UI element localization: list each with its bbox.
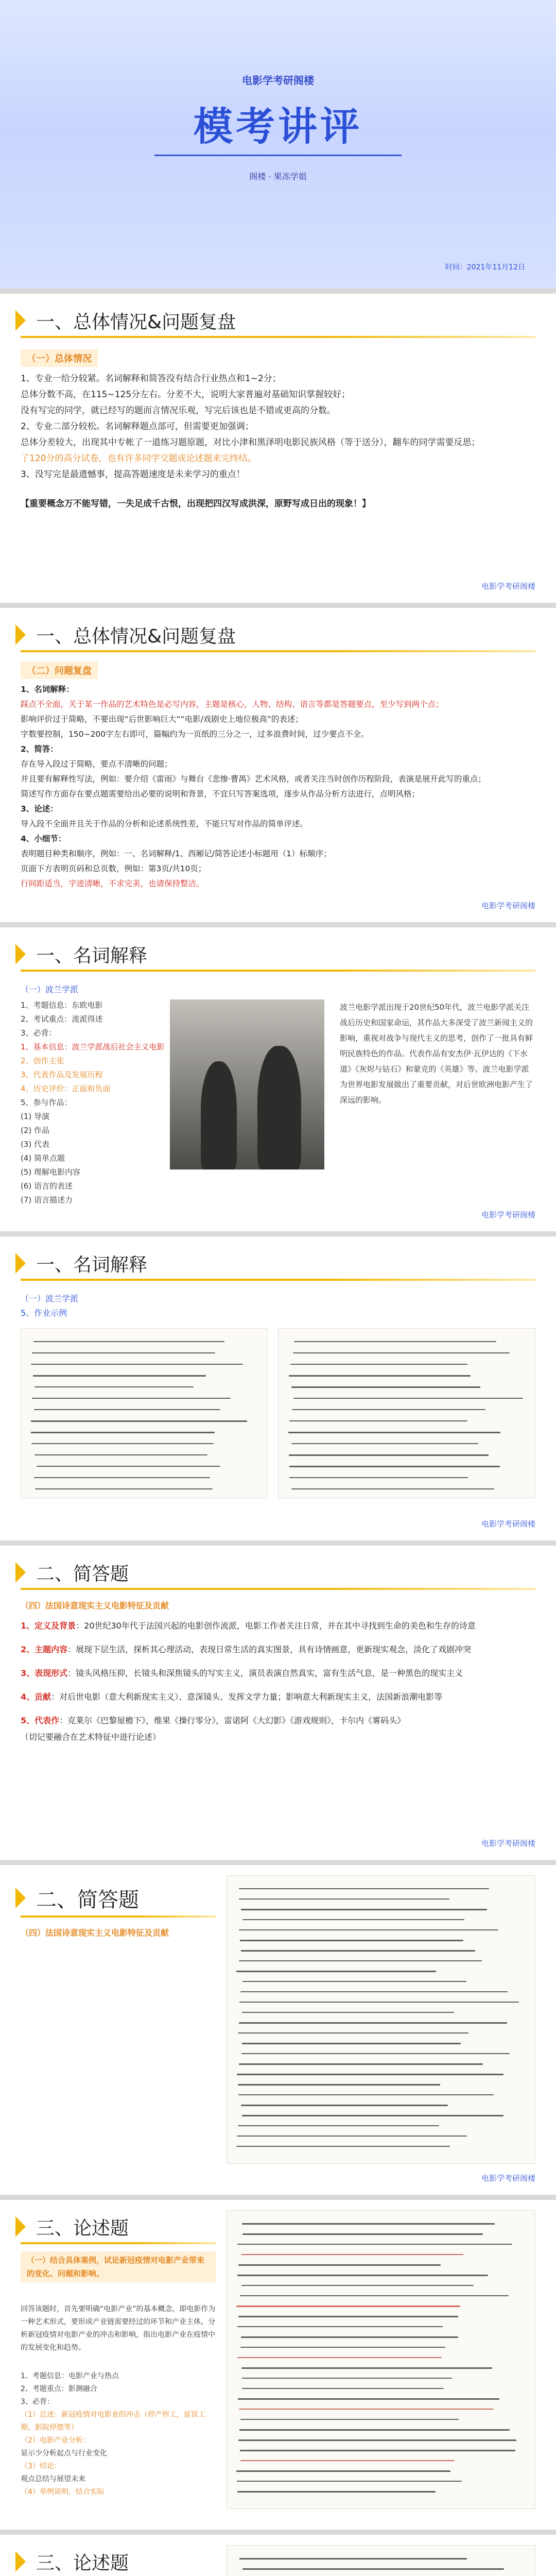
handwriting-stroke xyxy=(242,2233,483,2235)
handwriting-stroke xyxy=(289,1420,467,1421)
section-heading: 一、名词解释 xyxy=(15,942,147,967)
handwriting-stroke xyxy=(32,1398,231,1399)
section-heading: 二、简答题 xyxy=(15,1560,129,1585)
handwriting-stroke xyxy=(236,2470,450,2472)
handwriting-stroke xyxy=(237,2481,462,2482)
handwriting-stroke xyxy=(31,1432,215,1433)
handwriting-stroke xyxy=(242,2388,444,2389)
handwriting-stroke xyxy=(238,2094,494,2095)
handwriting-stroke xyxy=(34,1386,194,1387)
handwritten-sample-image xyxy=(278,1328,535,1498)
handwriting-stroke xyxy=(237,2074,503,2075)
handwriting-stroke xyxy=(242,2012,454,2013)
heading-underline xyxy=(21,970,535,972)
chevron-right-icon xyxy=(15,1888,26,1908)
handwriting-stroke xyxy=(239,2002,519,2003)
handwriting-stroke xyxy=(241,2254,463,2255)
slide-separator xyxy=(0,1860,556,1865)
slide-separator xyxy=(0,922,556,927)
handwriting-stroke xyxy=(37,1466,220,1467)
handwriting-stroke xyxy=(34,1454,207,1455)
handwriting-stroke xyxy=(34,1477,210,1478)
handwriting-stroke xyxy=(289,1375,470,1377)
handwriting-stroke xyxy=(239,1960,482,1961)
handwriting-stroke xyxy=(32,1352,216,1353)
cover-date: 时间：2021年11月12日 xyxy=(445,263,525,272)
handwriting-stroke xyxy=(242,2378,452,2379)
handwriting-stroke xyxy=(289,1466,500,1467)
heading-underline xyxy=(21,2242,216,2244)
handwriting-stroke xyxy=(289,1477,468,1478)
footer-brand: 电影学考研阁楼 xyxy=(481,901,535,910)
slide-overview xyxy=(0,294,556,603)
handwriting-stroke xyxy=(293,1352,510,1353)
slide-separator xyxy=(0,1540,556,1546)
heading-underline xyxy=(21,336,535,338)
handwriting-stroke xyxy=(236,2146,450,2147)
handwriting-stroke xyxy=(294,1341,496,1342)
handwriting-stroke xyxy=(239,2429,510,2431)
handwriting-stroke xyxy=(240,2450,515,2451)
handwriting-stroke xyxy=(237,2244,512,2245)
handwriting-stroke xyxy=(239,1929,498,1930)
section-heading: 二、简答题 xyxy=(15,1886,139,1910)
handwriting-stroke xyxy=(242,2568,504,2570)
study-outline: 1、考题信息：东欧电影 2、考试重点：流派得述 3、必背： 1、基本信息：波兰学派战后社会主义电影 2、创作主张 3、代表作品及发展历程 4、历史评价：正面和负面 5、参与作品： (1) 导演 (2) 作品 (3) 代表 (4) 简单点题 (5) 理解电影内容 (6) 语言的表述 (7) 语言描述力 xyxy=(21,1001,165,1205)
handwriting-stroke xyxy=(288,1432,500,1433)
footer-brand: 电影学考研阁楼 xyxy=(481,1519,535,1529)
section-heading: 一、总体情况&问题复盘 xyxy=(15,308,236,333)
handwriting-stroke xyxy=(238,2125,439,2126)
handwriting-stroke xyxy=(237,2275,488,2276)
slide-essay-covid xyxy=(0,2200,556,2530)
handwritten-answer-image xyxy=(227,2210,535,2509)
section-heading: 一、名词解释 xyxy=(15,1251,147,1276)
handwriting-stroke xyxy=(237,2357,442,2358)
study-outline: 1、考题信息：电影产业与热点 2、考题重点：影测融合 3、必背： （1）总述：新冠疫情对电影业的冲击（停产停工，延误工期，影院停摆等） （2）电影产业分析： 显示少分析起点与行业变化 （3）结论： 观点总结与展望未来 （4）举例说明，结合实际 xyxy=(21,2372,205,2496)
slide-term-polish-school xyxy=(0,927,556,1231)
handwriting-stroke xyxy=(242,2115,504,2116)
slide-short-answer-sample xyxy=(0,1865,556,2195)
section-heading: 三、论述题 xyxy=(15,2549,129,2574)
handwritten-answer-image xyxy=(227,2545,535,2576)
handwriting-stroke xyxy=(242,2223,495,2225)
handwriting-stroke xyxy=(239,2558,467,2560)
section-heading: 一、总体情况&问题复盘 xyxy=(15,622,236,647)
handwriting-stroke xyxy=(238,2032,469,2033)
slide-essay-film-games xyxy=(0,2535,556,2576)
chevron-right-icon xyxy=(15,1253,26,1274)
footer-brand: 电影学考研阁楼 xyxy=(481,2174,535,2183)
chevron-right-icon xyxy=(15,2551,26,2572)
figure-silhouette xyxy=(201,1061,237,1170)
figure-silhouette xyxy=(257,1046,301,1170)
footer-brand: 电影学考研阁楼 xyxy=(481,1210,535,1219)
subsection-title: （二）问题复盘 xyxy=(21,662,98,679)
slide-separator xyxy=(0,1231,556,1236)
cover-brand: 电影学考研阁楼 xyxy=(242,74,314,87)
subsection-title: （一）总体情况 xyxy=(21,349,98,367)
handwriting-stroke xyxy=(31,1364,243,1365)
handwriting-stroke xyxy=(31,1420,247,1422)
handwriting-stroke xyxy=(238,2264,441,2266)
handwriting-stroke xyxy=(238,2398,499,2400)
heading-underline xyxy=(21,1588,535,1590)
short-answer-body: 1、定义及背景：20世纪30年代于法国兴起的电影创作流派，电影工作者关注日常，并在其中寻找到生命的美色和生存的诗意 2、主题内容：展现下层生活，探析其心理活动，表现日常生活的真实图景，具有诗情画意，更新现实观念，淡化了戏剧冲突 3、表现形式：镜头风格压抑，长镜头和深焦镜头的写实主义，演员表演自然真实，富有生活气息，是一种黑色的现实主义 4、贡献：对后世电影（意大利新现实主义）、意深镜头、发挥文学力量；影响意大利新现实主义，法国新浪潮电影等 5、代表作：克莱尔《巴黎屋檐下》，维果《操行零分》，雷诺阿《大幻影》《游戏规则》，卡尔内《雾码头》 （切记要融合在艺术特征中进行论述） xyxy=(21,1621,476,1742)
section-heading: 三、论述题 xyxy=(15,2214,129,2239)
handwriting-stroke xyxy=(240,2347,445,2348)
chevron-right-icon xyxy=(15,944,26,964)
handwriting-stroke xyxy=(291,1488,494,1489)
handwriting-stroke xyxy=(240,2419,459,2420)
handwriting-stroke xyxy=(239,2409,494,2410)
handwriting-stroke xyxy=(241,2285,474,2286)
handwriting-stroke xyxy=(238,2316,458,2317)
handwriting-stroke xyxy=(241,2053,510,2054)
slide-term-homework-sample xyxy=(0,1236,556,1540)
footer-brand: 电影学考研阁楼 xyxy=(481,1839,535,1848)
handwriting-stroke xyxy=(237,2136,467,2137)
handwriting-stroke xyxy=(289,1454,489,1456)
review-body: 1、名词解释： 踩点不全面，关于某一作品的艺术特色是必写内容，主题是核心，人物、结构、语言等都是答题要点，至少写到两个点； 影响评价过于简略，不要出现“后世影响巨大”“电影/戏剧史上地位极高”的表述； 字数要控制，150~200字左右即可，篇幅约为一页纸的三分之一，过多浪费时间，过少要点不全。 2、简答： 存在导入段过于简略，要点不清晰的问题； 并且要有解释性写法，例如：要介绍《雷雨》与舞台《悲惨·曹禺》艺术风格，或者关注当时创作历程阶段，表演是展开此写的重点； 简述写作方面存在要点题需要给出必要的说明和背景，不宜只写答案选项，逐步从作品分析方法进行，点明风格； 3、论述： 导入段不全面并且关于作品的分析和论述系统性差，不能只写对作品的简单评述。 4、小细节： 表明题目种类和顺序，例如：一、名词解释/1、西厢记/简答论述小标题用（1）标顺序； 页面下方表明页码和总页数，例如：第3页/共10页； 行间距适当，字迹清晰，不求完美，也请保持整洁。 xyxy=(21,685,486,888)
handwriting-stroke xyxy=(241,2336,458,2338)
handwriting-stroke xyxy=(239,1899,449,1900)
cover-title: 模考讲评 xyxy=(194,104,362,149)
heading-underline xyxy=(21,1916,216,1918)
cover-slide xyxy=(0,0,556,289)
handwriting-stroke xyxy=(239,1888,489,1889)
slide-separator xyxy=(0,289,556,294)
handwriting-stroke xyxy=(238,2439,516,2441)
slide-separator xyxy=(0,2195,556,2200)
handwriting-stroke xyxy=(241,2105,448,2106)
handwriting-stroke xyxy=(236,2306,460,2307)
handwriting-stroke xyxy=(236,1971,436,1972)
handwriting-stroke xyxy=(291,1386,481,1388)
handwriting-stroke xyxy=(33,1341,225,1342)
handwriting-stroke xyxy=(292,1409,485,1410)
slide-problem-review xyxy=(0,608,556,922)
handwriting-stroke xyxy=(242,1919,464,1920)
handwritten-sample-image xyxy=(21,1328,268,1498)
cover-divider xyxy=(154,155,402,156)
footer-brand: 电影学考研阁楼 xyxy=(481,582,535,591)
handwriting-stroke xyxy=(240,2295,508,2296)
handwriting-stroke xyxy=(291,1443,478,1444)
cover-author: 阁楼 · 果冻学姐 xyxy=(249,172,307,181)
subsection-title: （四）法国诗意现实主义电影特征及贡献 xyxy=(21,1928,169,1938)
slide-separator xyxy=(0,2530,556,2535)
handwriting-stroke xyxy=(238,2084,440,2086)
handwriting-stroke xyxy=(242,2043,461,2044)
handwriting-stroke xyxy=(240,2460,455,2461)
subsection-title: （一）波兰学派 xyxy=(21,985,79,994)
chevron-right-icon xyxy=(15,310,26,331)
handwriting-stroke xyxy=(31,1443,213,1444)
handwriting-stroke xyxy=(35,1488,213,1489)
handwriting-stroke xyxy=(241,1909,486,1910)
term-answer-text: 波兰电影学派出现于20世纪50年代，波兰电影学派关注战后历史和国家命运，其作品大多深受了波兰新闻主义的影响，重视对战争与现代主义的思考，创作了一批具有鲜明民族特色的作品。代表作品有安杰伊·瓦伊达的《下水道》《灰烬与钻石》和蒙克的《英雄》等。波兰电影学派为世界电影发展做出了重要贡献，对后世欧洲电影产生了深远的影响。 xyxy=(340,1003,533,1105)
overview-body: 1、专业一给分较紧。名词解释和简答没有结合行业热点和1~2分； 总体分数不高，在115~125分左右。分差不大，说明大家普遍对基础知识掌握较好； 没有写完的同学，就已经写的题而言情况乐观，写完后该也是不错或更高的分数。 2、专业二部分较松。名词解释题点部可，但需要更加强调； 总体分差较大，出现其中专帐了一道练习题原题，对比小津和黑泽明电影民族风格（等于送分），翻车的同学需要反思； 了120分的高分试卷，也有许多同学交题成论述题来完终结。 3、没写完是最遗憾事，提高答题速度是未来学习的重点！ 【重要概念万不能写错，一失足成千古恨，出现把四汉写成洪深，原野写成日出的现象！】 xyxy=(21,371,535,512)
heading-underline xyxy=(21,1279,535,1281)
handwriting-stroke xyxy=(240,1940,463,1941)
subsection-title: （一）结合具体案例，试论新冠疫情对电影产业带来的变化、问题和影响。 xyxy=(21,2251,216,2282)
handwriting-stroke xyxy=(237,2491,436,2493)
subsection-title: （四）法国诗意现实主义电影特征及贡献 xyxy=(21,1601,169,1611)
slide-separator xyxy=(0,603,556,608)
handwriting-stroke xyxy=(34,1409,220,1410)
handwriting-stroke xyxy=(241,1950,476,1952)
handwriting-stroke xyxy=(239,2063,483,2065)
subsection-subtitle: 5、作业示例 xyxy=(21,1308,67,1318)
subsection-title: （一）波兰学派 xyxy=(21,1294,79,1303)
handwriting-stroke xyxy=(33,1375,206,1377)
important-note: 【重要概念万不能写错，一失足成千古恨，出现把四汉写成洪深，原野写成日出的现象！】 xyxy=(21,499,371,509)
chevron-right-icon xyxy=(15,2216,26,2237)
chevron-right-icon xyxy=(15,624,26,645)
handwritten-answer-image xyxy=(227,1875,535,2164)
essay-intro: 回答该题时，首先要明确“电影产业”的基本概念，即电影作为一种艺术形式，要形成产业链需要经过的环节和产业主体，分析新冠疫情对电影产业的冲击和影响，指出电影产业在疫情中的发展变化和趋势。 xyxy=(21,2305,216,2352)
handwriting-stroke xyxy=(237,2326,443,2327)
handwriting-stroke xyxy=(240,1991,508,1992)
handwriting-stroke xyxy=(293,1398,524,1399)
handwriting-stroke xyxy=(241,2367,492,2369)
film-still-image xyxy=(170,999,324,1170)
chevron-right-icon xyxy=(15,1562,26,1583)
handwriting-stroke xyxy=(239,2022,508,2024)
handwriting-stroke xyxy=(242,1981,466,1982)
slide-short-answer-poetic-realism xyxy=(0,1546,556,1860)
heading-underline xyxy=(21,650,535,652)
handwriting-stroke xyxy=(290,1364,467,1365)
